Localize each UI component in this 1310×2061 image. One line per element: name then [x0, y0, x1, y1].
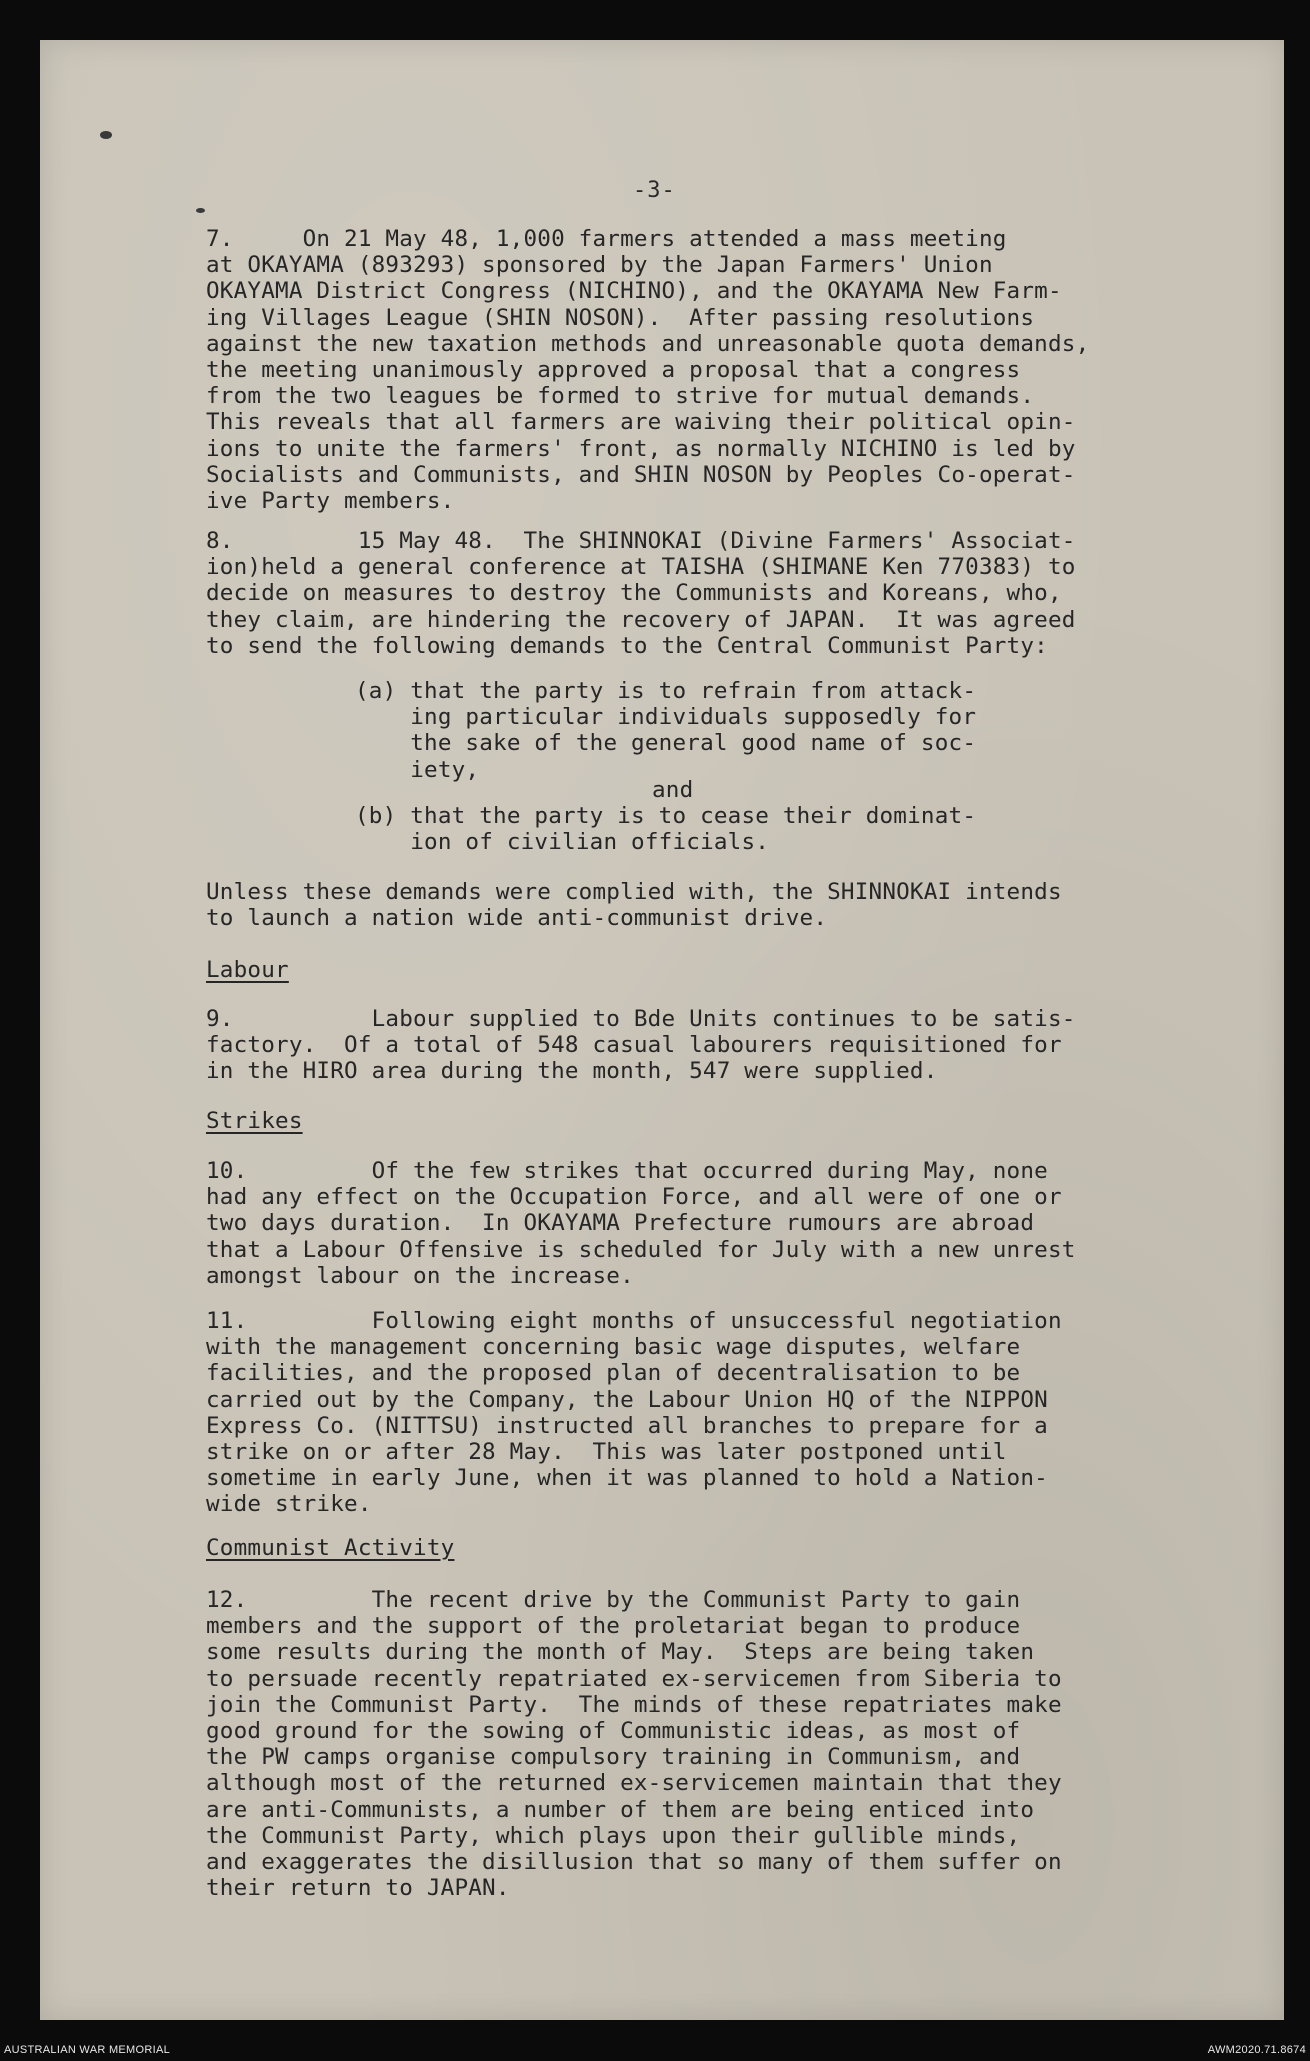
demand-item-a: (a) that the party is to refrain from attack- ing particular individuals supposedly for the sake of the general good name of soc- iety, [355, 678, 977, 783]
section-heading-labour: Labour [206, 957, 289, 983]
footer-catalog-id: AWM2020.71.8674 [1207, 2044, 1306, 2056]
paragraph-8: 8. 15 May 48. The SHINNOKAI (Divine Farmers' Associat- ion)held a general conference at TAISHA (SHIMANE Ken 770383) to decide on measures to destroy the Communists and Koreans, who, they claim, are hindering the recovery of JAPAN. It was agreed to send the following demands to the Central Communist Party: [206, 528, 1076, 659]
demand-item-b: (b) that the party is to cease their dominat- ion of civilian officials. [355, 803, 977, 856]
page-number: -3- [633, 178, 676, 203]
paragraph-9: 9. Labour supplied to Bde Units continues to be satis- factory. Of a total of 548 casual labourers requisitioned for in the HIRO area during the month, 547 were supplied. [206, 1006, 1076, 1085]
paragraph-7: 7. On 21 May 48, 1,000 farmers attended a mass meeting at OKAYAMA (893293) sponsored by the Japan Farmers' Union OKAYAMA District Congress (NICHINO), and the OKAYAMA New Farm- ing Villages League (SHIN NOSON). After passing resolutions against the new taxation methods and unreasonable quota demands, the meeting unanimously approved a proposal that a congress from the two leagues be formed to strive for mutual demands. This reveals that all farmers are waiving their political opin- ions to unite the farmers' front, as normally NICHINO is led by Socialists and Communists, and SHIN NOSON by Peoples Co-operat- ive Party members. [206, 226, 1090, 515]
section-heading-strikes: Strikes [206, 1108, 303, 1134]
paragraph-unless: Unless these demands were complied with, the SHINNOKAI intends to launch a nation wide anti-communist drive. [206, 879, 1062, 932]
ink-mark [100, 131, 112, 139]
conjunction-and: and [652, 777, 694, 803]
section-heading-communist-activity: Communist Activity [206, 1535, 455, 1561]
paragraph-12: 12. The recent drive by the Communist Party to gain members and the support of the proletariat began to produce some results during the month of May. Steps are being taken to persuade recently repatriated ex-servicemen from Siberia to join the Communist Party. The minds of these repatriates make good ground for the sowing of Communistic ideas, as most of the PW camps organise compulsory training in Communism, and although most of the returned ex-servicemen maintain that they are anti-Communists, a number of them are being enticed into the Communist Party, which plays upon their gullible minds, and exaggerates the disillusion that so many of them suffer on their return to JAPAN. [206, 1587, 1062, 1902]
paragraph-11: 11. Following eight months of unsuccessful negotiation with the management concerning basic wage disputes, welfare facilities, and the proposed plan of decentralisation to be carried out by the Company, the Labour Union HQ of the NIPPON Express Co. (NITTSU) instructed all branches to prepare for a strike on or after 28 May. This was later postponed until sometime in early June, when it was planned to hold a Nation- wide strike. [206, 1308, 1062, 1518]
paragraph-10: 10. Of the few strikes that occurred during May, none had any effect on the Occupation Force, and all were of one or two days duration. In OKAYAMA Prefecture rumours are abroad that a Labour Offensive is scheduled for July with a new unrest amongst labour on the increase. [206, 1158, 1076, 1289]
footer-institution: AUSTRALIAN WAR MEMORIAL [4, 2044, 171, 2056]
ink-mark [196, 208, 205, 213]
